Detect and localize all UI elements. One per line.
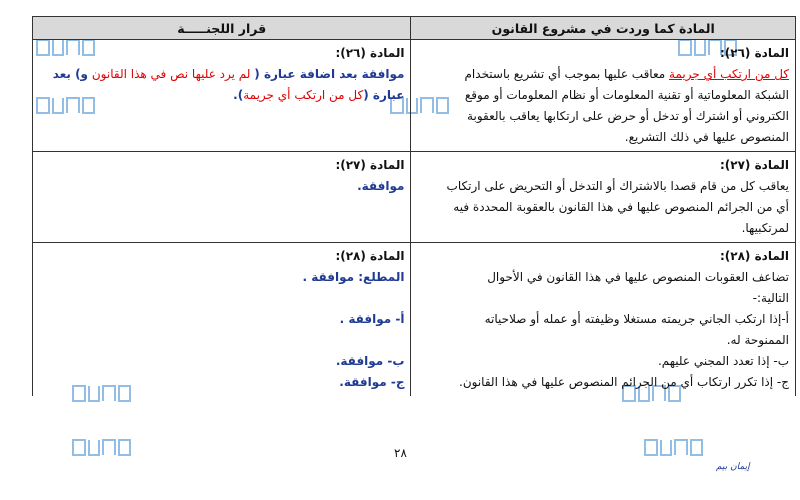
decision-cell-article-28 xyxy=(33,243,411,397)
law-line: الشبكة المعلوماتية أو تقنية المعلومات أو نظام المعلومات أو موقع xyxy=(464,88,789,102)
law-line: يعاقب كل من قام قصدا بالاشتراك أو التدخل أو التحريض على ارتكاب xyxy=(446,179,789,193)
law-line: الممنوحة له. xyxy=(726,333,789,347)
watermark-logo xyxy=(644,438,704,458)
law-line: الكتروني أو اشترك أو تدخل أو حرض على ارتكابها يعاقب بالعقوبة xyxy=(467,109,789,123)
header-committee-decision: قرار اللجنـــــة xyxy=(33,17,411,40)
article-title: المادة (٢٦): xyxy=(719,46,789,60)
decision-cell-article-26 xyxy=(33,40,411,152)
law-line: ب- إذا تعدد المجني عليهم. xyxy=(657,354,789,368)
table-row-article-27 xyxy=(33,152,796,243)
decision-text: موافقة. xyxy=(357,179,405,193)
law-cell-article-27 xyxy=(411,152,796,243)
decision-text: موافقة بعد اضافة عبارة ( لم يرد عليها نص في هذا القانون و) بعد xyxy=(52,67,405,81)
header-law-text: المادة كما وردت في مشروع القانون xyxy=(411,17,796,40)
law-line: تضاعف العقوبات المنصوص عليها في هذا القانون في الأحوال xyxy=(487,270,789,284)
decision-text: أ- موافقة . xyxy=(339,312,405,326)
law-cell-article-28 xyxy=(411,243,796,397)
decision-text: عبارة (كل من ارتكب أي جريمة). xyxy=(233,88,405,102)
watermark-logo xyxy=(72,438,132,458)
comparison-table xyxy=(32,16,796,396)
decision-cell-article-27 xyxy=(33,152,411,243)
article-title: المادة (٢٧): xyxy=(719,158,789,172)
decision-text: المطلع: موافقة . xyxy=(302,270,405,284)
article-title: المادة (٢٨): xyxy=(335,249,405,263)
table-row-article-28 xyxy=(33,243,796,397)
law-line: أ-إذا ارتكب الجاني جريمته مستغلا وظيفته أو عمله أو صلاحياته xyxy=(484,312,789,326)
law-cell-article-26 xyxy=(411,40,796,152)
underlined-phrase: كل من ارتكب أي جريمة xyxy=(669,67,789,81)
law-line: التالية:- xyxy=(752,291,789,305)
law-line: كل من ارتكب أي جريمة معاقب عليها بموجب أي تشريع باستخدام xyxy=(464,67,789,81)
article-title: المادة (٢٧): xyxy=(335,158,405,172)
law-line: لمرتكبيها. xyxy=(741,221,789,235)
law-line: أي من الجرائم المنصوص عليها في هذا القانون بالعقوبة المحددة فيه xyxy=(453,200,789,214)
article-title: المادة (٢٨): xyxy=(719,249,789,263)
page-number: ٢٨ xyxy=(394,446,407,460)
signature: إيمان بيم xyxy=(716,462,750,472)
decision-text: ب- موافقة. xyxy=(335,354,405,368)
law-line: المنصوص عليها في ذلك التشريع. xyxy=(624,130,789,144)
decision-text: ج- موافقة. xyxy=(339,375,405,389)
article-title: المادة (٢٦): xyxy=(335,46,405,60)
law-line: ج- إذا تكرر ارتكاب أي من الجرائم المنصوص عليها في هذا القانون. xyxy=(459,375,789,389)
table-row-article-26 xyxy=(33,40,796,152)
